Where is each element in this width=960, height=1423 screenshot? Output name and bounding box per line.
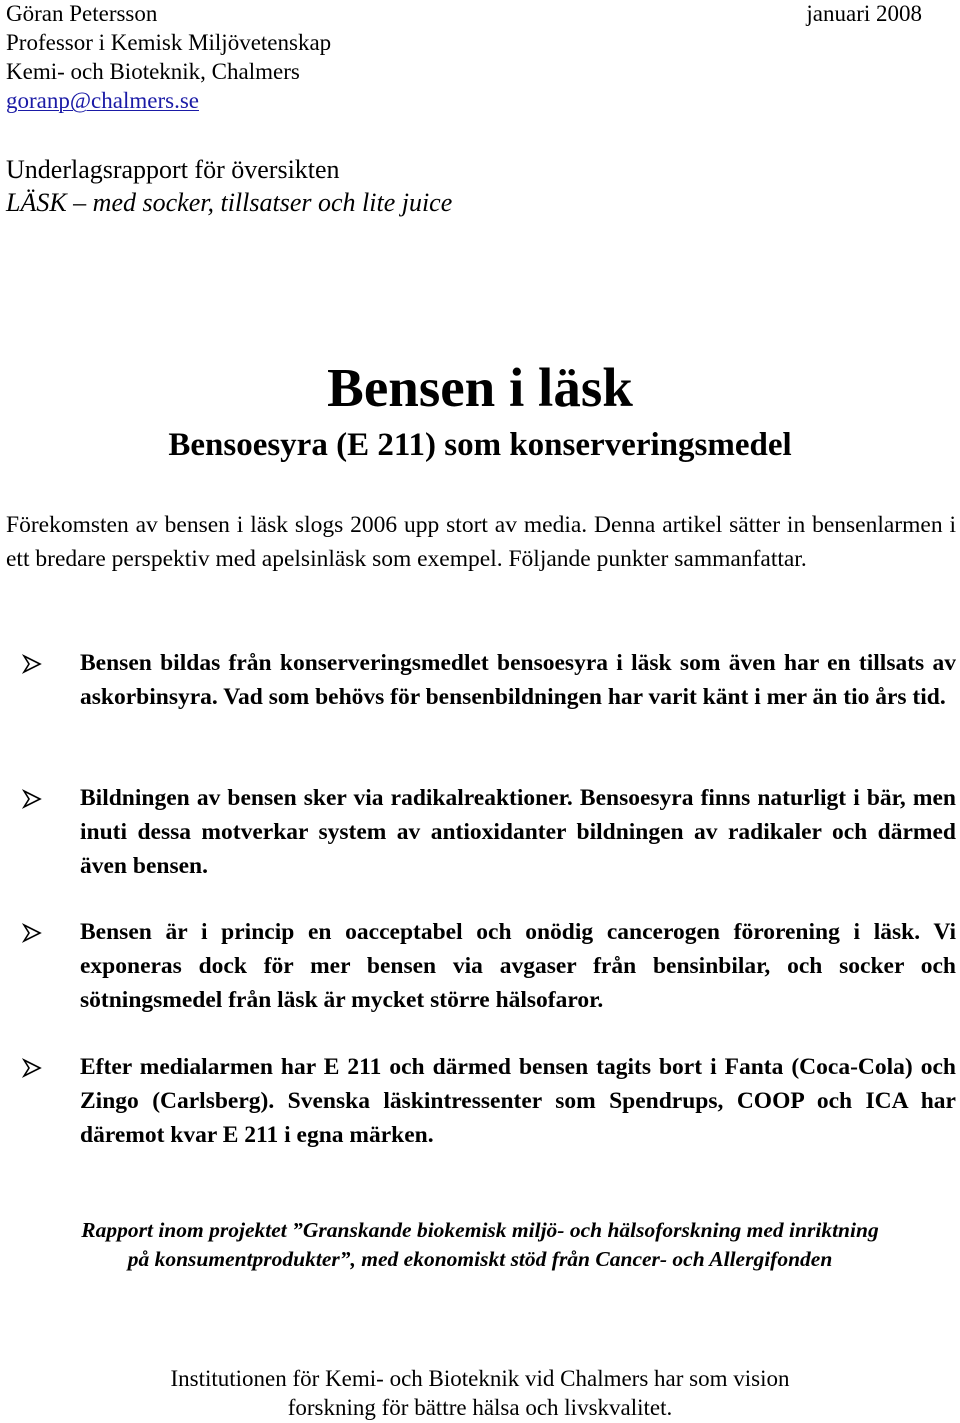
page-subtitle: Bensoesyra (E 211) som konserveringsmedel [168,427,792,463]
bullet-item [80,1050,956,1152]
author-department: Kemi- och Bioteknik, Chalmers [6,59,300,84]
bullet-text: Bensen är i princip en oacceptabel och onödig cancerogen förorening i läsk. Vi exponeras dock för mer bensen via avgaser från bensinbilar, och socker och sötningsmedel från läsk är mycket större hälsofaror. [80,919,956,1013]
bullet-text: Efter medialarmen har E 211 och därmed bensen tagits bort i Fanta (Coca-Cola) och Zingo (Carlsberg). Svenska läskintressenter som Spendrups, COOP och ICA har däremot kvar E 211 i egna märken. [80,1054,956,1148]
footer-line: Institutionen för Kemi- och Bioteknik vid Chalmers har som vision [170,1366,790,1391]
arrowhead-bullet-icon [22,789,42,809]
bullet-text: Bensen bildas från konserveringsmedlet bensoesyra i läsk som även har en tillsats av askorbinsyra. Vad som behövs för bensenbildningen har varit känt i mer än tio års tid. [80,650,956,710]
project-note-line: på konsumentprodukter”, med ekonomiskt stöd från Cancer- och Allergifonden [127,1247,833,1271]
project-note [0,1216,960,1274]
overview-title: LÄSK – med socker, tillsatser och lite juice [6,188,453,217]
page-title: Bensen i läsk [327,357,633,418]
footer-vision [0,1364,960,1422]
footer-line: forskning för bättre hälsa och livskvalitet. [287,1395,673,1420]
arrowhead-bullet-icon [22,923,42,943]
bullet-item [80,646,956,714]
arrowhead-bullet-icon [22,1058,42,1078]
report-label: Underlagsrapport för översikten [6,155,340,184]
author-name: Göran Petersson [6,1,158,26]
intro-paragraph: Förekomsten av bensen i läsk slogs 2006 upp stort av media. Denna artikel sätter in bensenlarmen i ett bredare perspektiv med apelsinläsk som exempel. Följande punkter sammanfattar. [6,512,956,572]
project-note-line: Rapport inom projektet ”Granskande biokemisk miljö- och hälsoforskning med inriktning [81,1218,879,1242]
bullet-text: Bildningen av bensen sker via radikalreaktioner. Bensoesyra finns naturligt i bär, men inuti dessa motverkar system av antioxidanter bildningen av radikaler och därmed även bensen. [80,785,956,879]
author-role: Professor i Kemisk Miljövetenskap [6,30,332,55]
arrowhead-bullet-icon [22,654,42,674]
bullet-item [80,781,956,883]
author-email-link[interactable]: goranp@chalmers.se [6,88,199,113]
document-date: januari 2008 [806,1,922,26]
bullet-item [80,915,956,1017]
